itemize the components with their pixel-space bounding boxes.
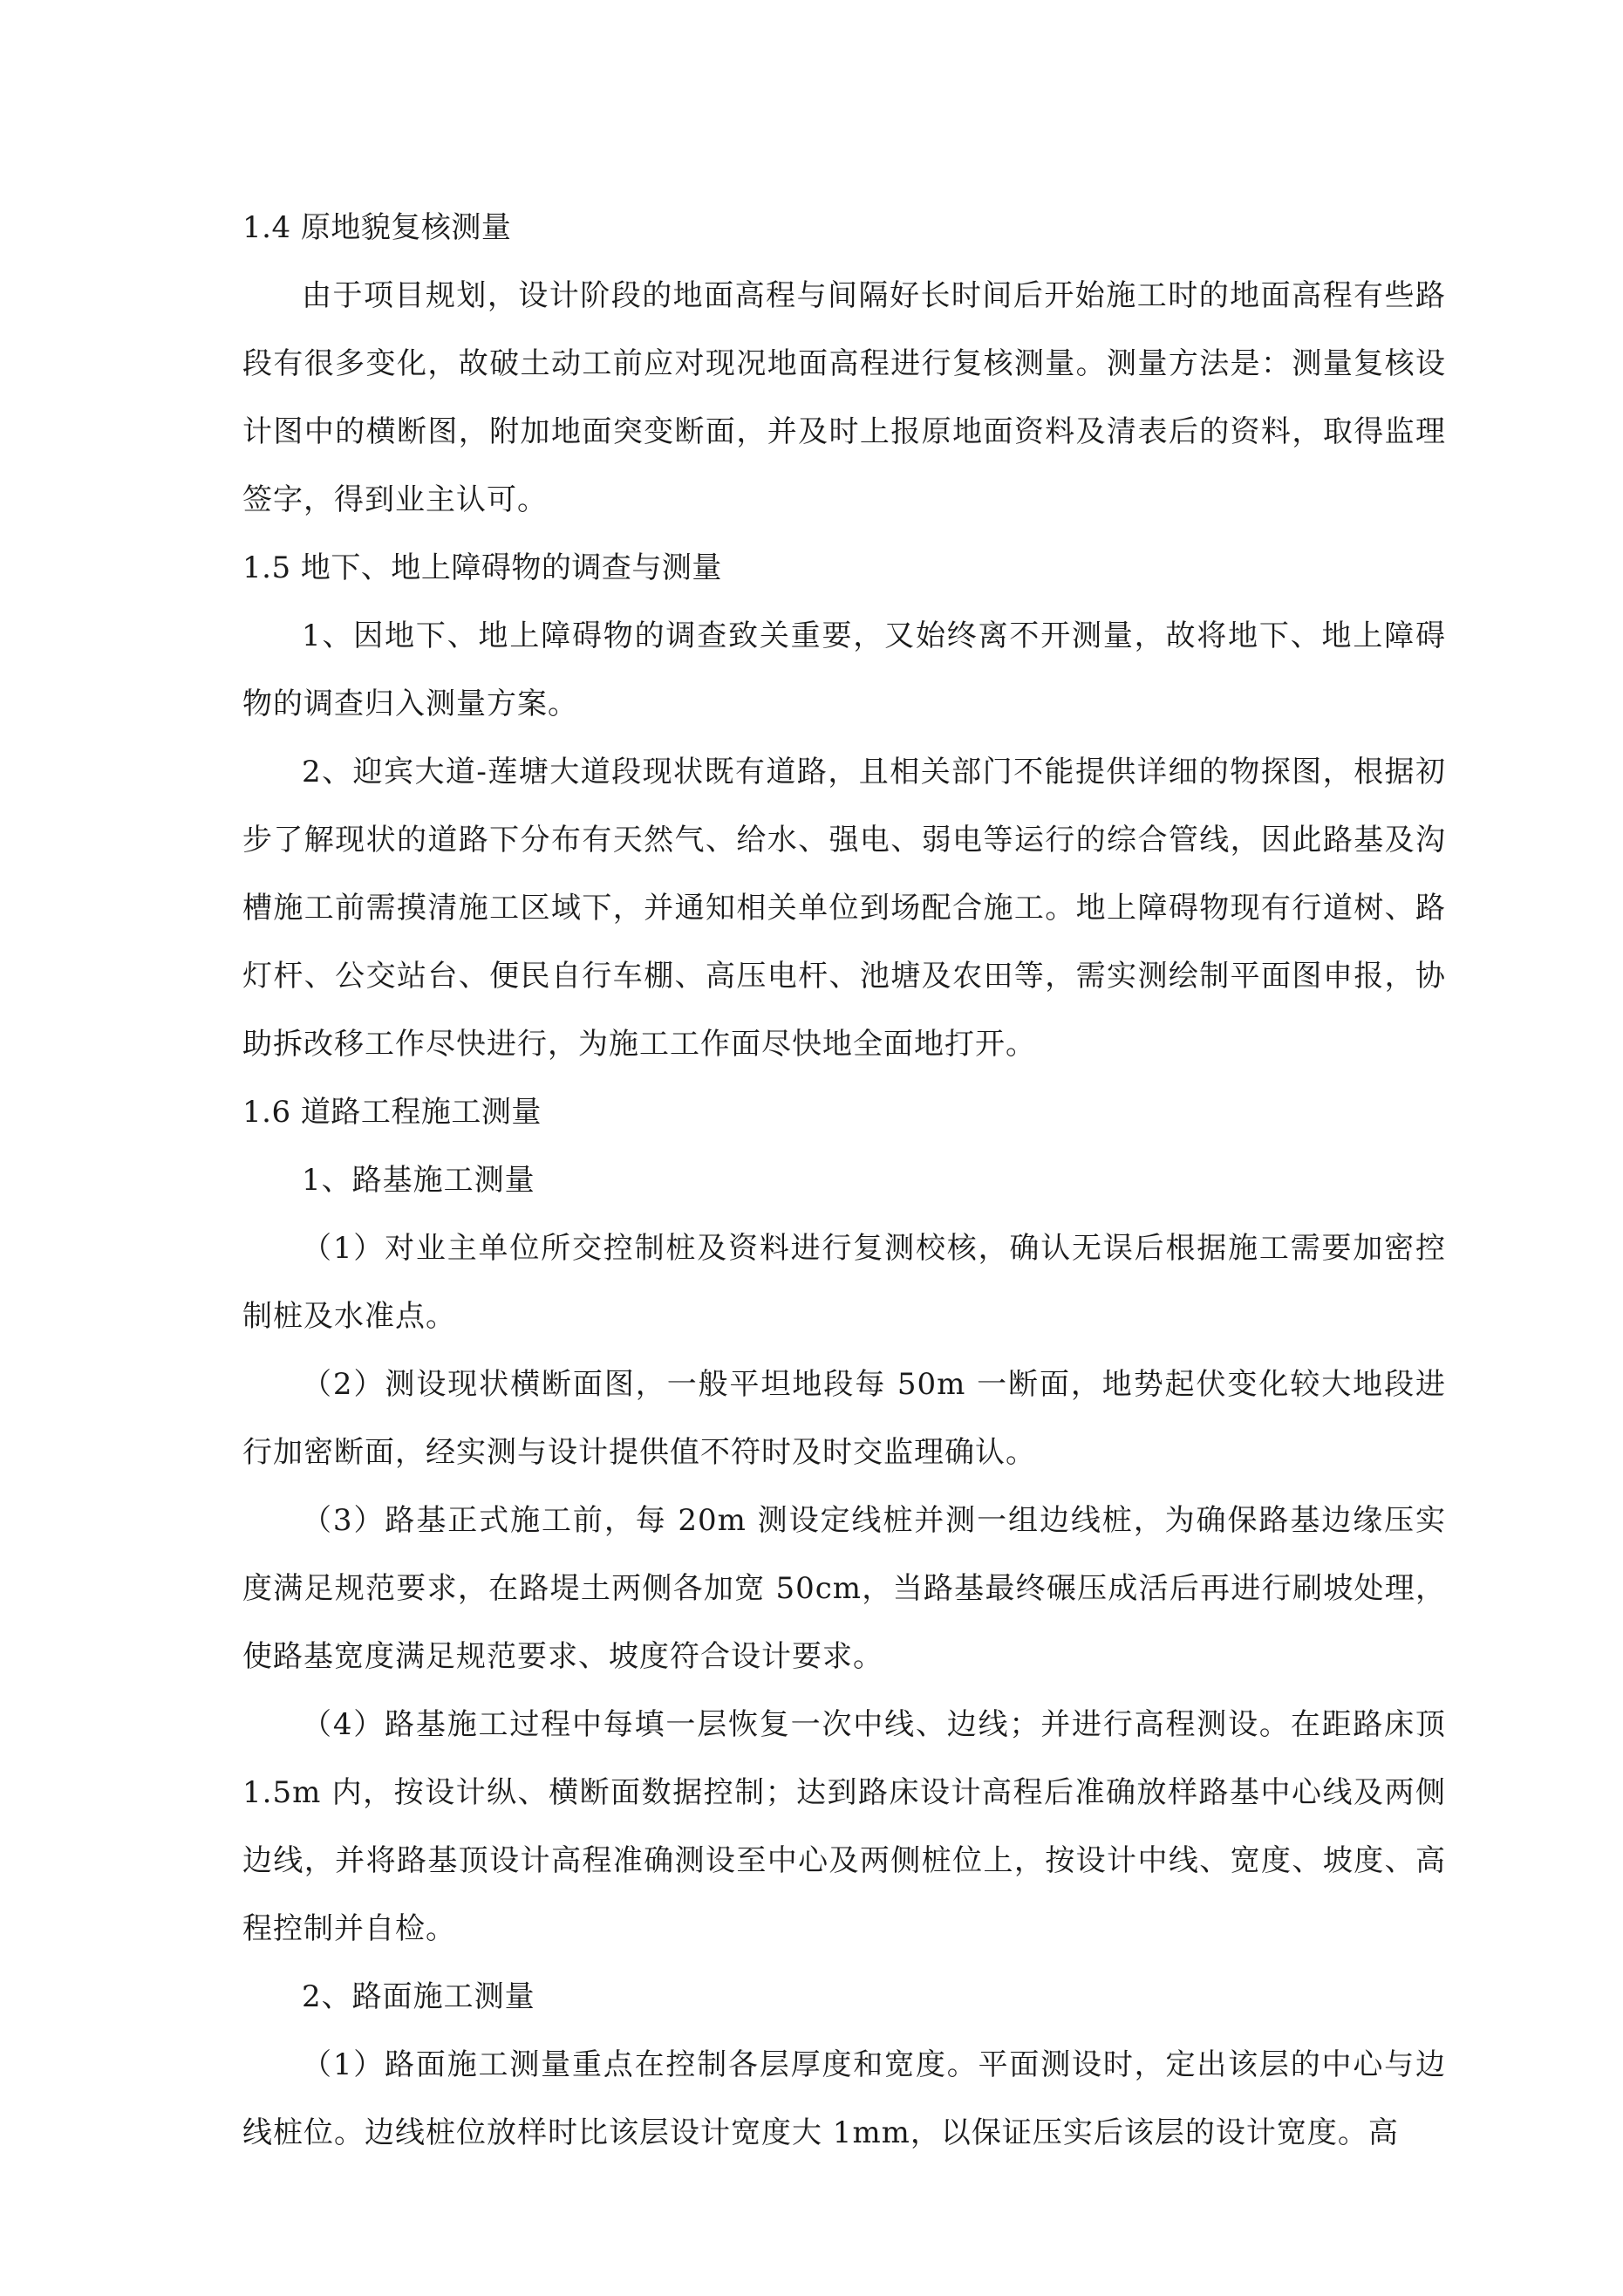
section-1-6-heading: 1.6 道路工程施工测量	[242, 1095, 542, 1130]
subgrade-item-1: （1）对业主单位所交控制桩及资料进行复测校核，确认无误后根据施工需要加密控制桩及水准点。	[242, 1231, 1446, 1334]
document-body	[242, 194, 1446, 2167]
pavement-item-1: （1）路面施工测量重点在控制各层厚度和宽度。平面测设时，定出该层的中心与边线桩位。边线桩位放样时比该层设计宽度大 1mm，以保证压实后该层的设计宽度。高	[242, 2047, 1446, 2150]
subgrade-survey-heading: 1、路基施工测量	[302, 1163, 535, 1198]
subgrade-item-3: （3）路基正式施工前，每 20m 测设定线桩并测一组边线桩，为确保路基边缘压实度满足规范要求，在路堤土两侧各加宽 50cm，当路基最终碾压成活后再进行刷坡处理，使路基宽度满足规范要求、坡度符合设计要求。	[242, 1503, 1446, 1674]
section-1-5-heading: 1.5 地下、地上障碍物的调查与测量	[242, 550, 722, 585]
section-1-4-heading: 1.4 原地貌复核测量	[242, 210, 512, 245]
subgrade-item-2: （2）测设现状横断面图，一般平坦地段每 50m 一断面，地势起伏变化较大地段进行加密断面，经实测与设计提供值不符时及时交监理确认。	[242, 1367, 1446, 1470]
pavement-survey-heading: 2、路面施工测量	[302, 1979, 535, 2014]
section-1-5-item-1: 1、因地下、地上障碍物的调查致关重要，又始终离不开测量，故将地下、地上障碍物的调查归入测量方案。	[242, 618, 1446, 721]
subgrade-item-4: （4）路基施工过程中每填一层恢复一次中线、边线；并进行高程测设。在距路床顶1.5m 内，按设计纵、横断面数据控制；达到路床设计高程后准确放样路基中心线及两侧边线，并将路基顶设计高程准确测设至中心及两侧桩位上，按设计中线、宽度、坡度、高程控制并自检。	[242, 1707, 1446, 1946]
section-1-4-paragraph: 由于项目规划，设计阶段的地面高程与间隔好长时间后开始施工时的地面高程有些路段有很多变化，故破土动工前应对现况地面高程进行复核测量。测量方法是：测量复核设计图中的横断图，附加地面突变断面，并及时上报原地面资料及清表后的资料，取得监理签字，得到业主认可。	[242, 278, 1446, 517]
section-1-5-item-2: 2、迎宾大道-莲塘大道段现状既有道路，且相关部门不能提供详细的物探图，根据初步了解现状的道路下分布有天然气、给水、强电、弱电等运行的综合管线，因此路基及沟槽施工前需摸清施工区域下，并通知相关单位到场配合施工。地上障碍物现有行道树、路灯杆、公交站台、便民自行车棚、高压电杆、池塘及农田等，需实测绘制平面图申报，协助拆改移工作尽快进行，为施工工作面尽快地全面地打开。	[242, 755, 1446, 1062]
